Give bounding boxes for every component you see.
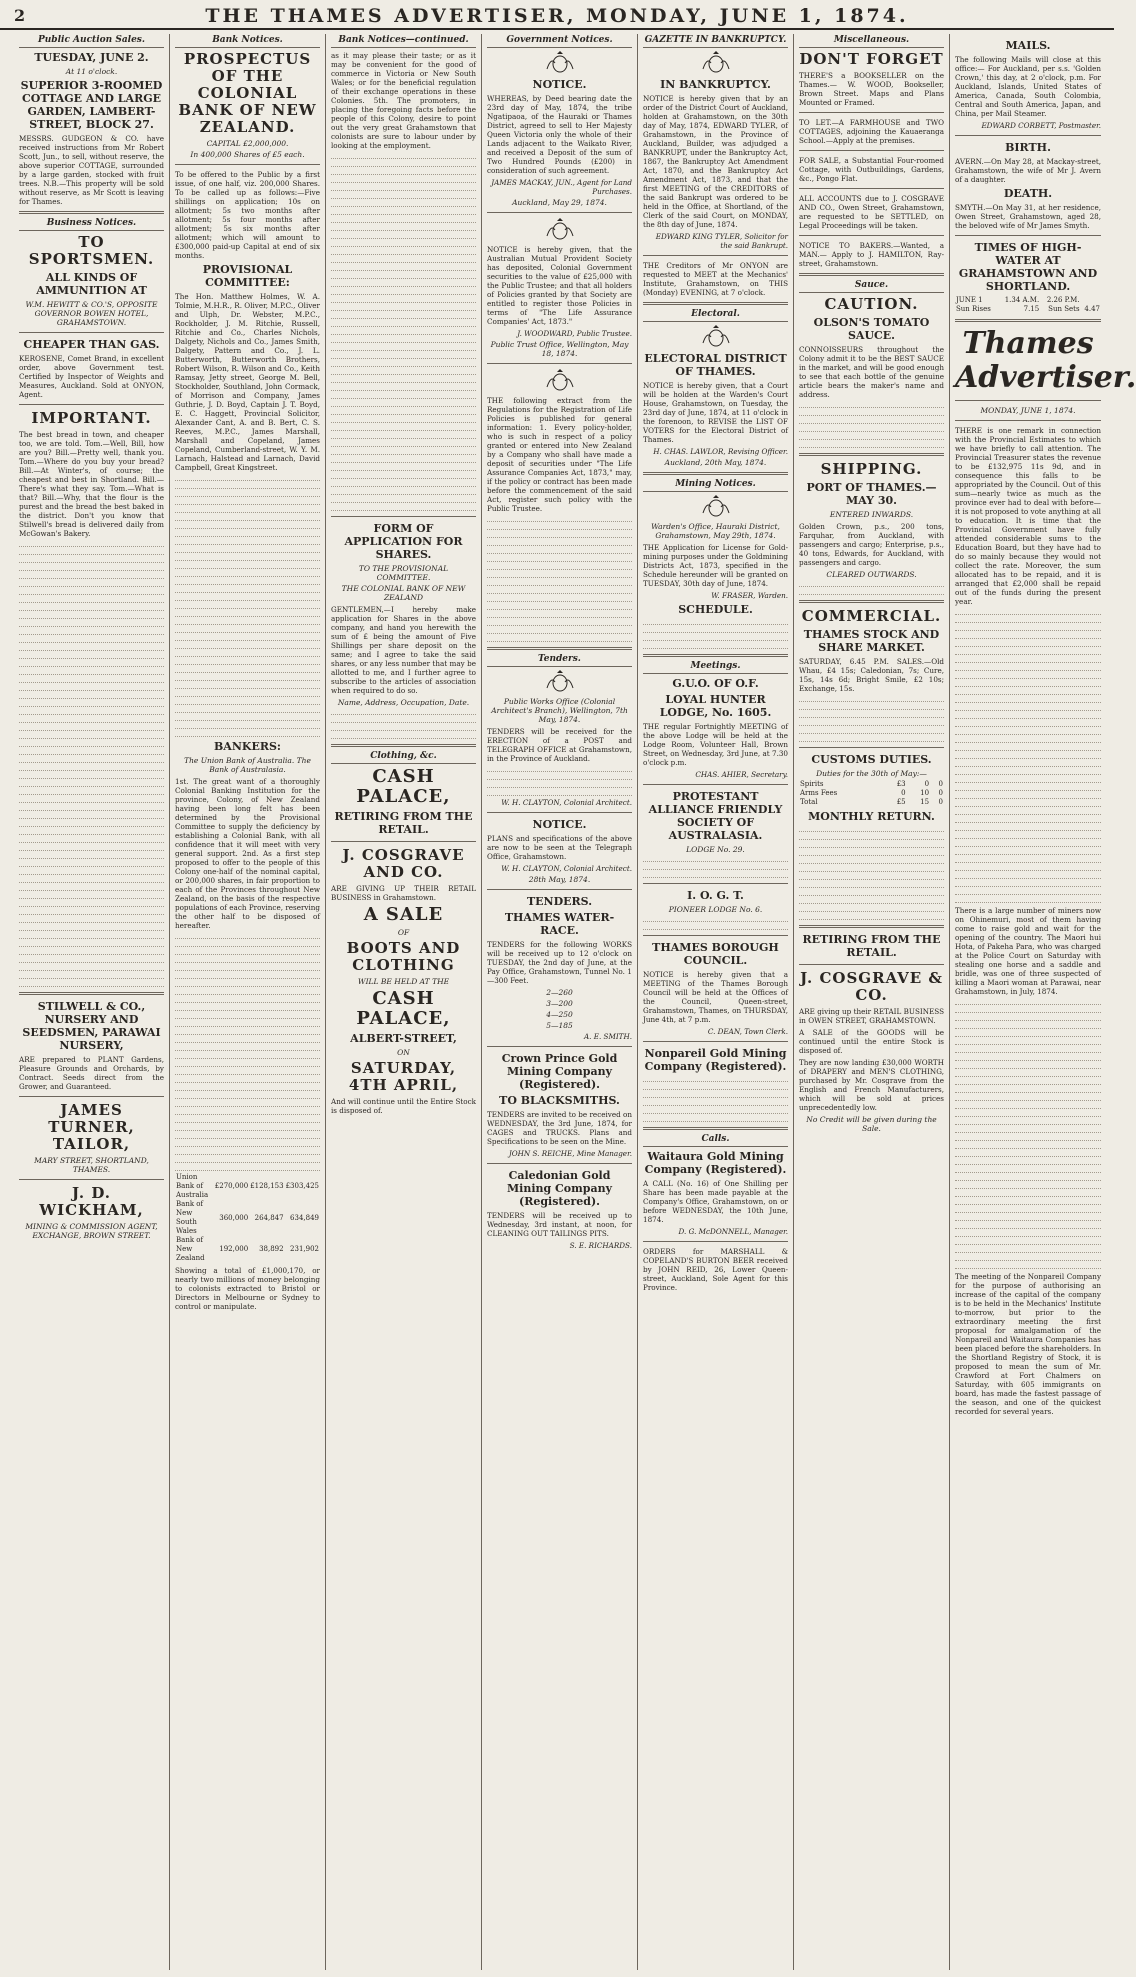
form-bank: THE COLONIAL BANK OF NEW ZEALAND	[341, 584, 466, 602]
divider	[19, 992, 164, 995]
divider	[643, 935, 788, 936]
customs-subtitle: Duties for the 30th of May:—	[816, 769, 927, 778]
notice-title: THAMES BOROUGH COUNCIL.	[652, 941, 779, 967]
ad-body: The best bread in town, and cheaper too, we are told. Tom.—Well, Bill, how are you? Bill.—Pretty well, thank you. Tom.—Where do you buy your bread? Bill.—At Winter's, of course; the cheapest and best in Shortland. Bill.—There's what they say. Tom.—What is that? Bill.—Why, that the flour is the purest and the bread the best baked in the district. Don't you know that Stilwell's bread is delivered daily from McGowan's Bakery.	[19, 430, 164, 538]
table-row: Arms Fees 0 10 0	[800, 789, 943, 797]
prospectus-title: PROSPECTUS OF THE COLONIAL BANK OF NEW ZEALAND.	[178, 50, 317, 136]
divider	[487, 212, 632, 213]
divider	[331, 744, 476, 747]
table-row: Spirits £3 0 0	[800, 780, 943, 788]
customs-table	[799, 780, 944, 807]
divider	[487, 647, 632, 650]
customs-title: CUSTOMS DUTIES.	[811, 753, 932, 766]
section-header: Bank Notices.	[175, 36, 320, 48]
notice-body: WHEREAS, by Deed bearing date the 23rd day of May, 1874, the tribe Ngatipaoa, of the Hauraki or Thames District, agreed to sell to Her Majesty Queen Victoria only the whole of their Lands adjacent to the Waikato River, and received a Deposit of the sum of Two Hundred Pounds (£200) in consideration of such agreement.	[487, 94, 632, 175]
ad-subtitle: WILL BE HELD AT THE	[357, 977, 450, 986]
divider	[487, 1163, 632, 1164]
market-title: THAMES STOCK AND SHARE MARKET.	[803, 628, 940, 654]
divider	[799, 964, 944, 965]
notice-subtitle: TO BLACKSMITHS.	[499, 1094, 620, 1107]
signature: JAMES MACKAY, JUN., Agent for Land Purchases.	[491, 178, 632, 196]
ad-body: ARE prepared to PLANT Gardens, Pleasure Grounds and Orchards, by Contract. Seeds direct from the Grower, and Guaranteed.	[19, 1055, 164, 1091]
divider	[799, 747, 944, 748]
notice-title: IN BANKRUPTCY.	[660, 78, 771, 91]
editorial-date: MONDAY, JUNE 1, 1874.	[980, 406, 1076, 415]
deposits-table	[175, 1173, 320, 1263]
ad-body: TO LET.—A FARMHOUSE and TWO COTTAGES, adjoining the Kauaeranga School.—Apply at the premises.	[799, 118, 944, 145]
notice-date: Auckland, May 29, 1874.	[512, 198, 607, 207]
ad-body: FOR SALE, a Substantial Four-roomed Cottage, with Outbuildings, Gardens, &c., Pongo Flat.	[799, 156, 944, 183]
form-fields: Name, Address, Occupation, Date.	[337, 698, 470, 707]
ad-of: OF	[397, 928, 410, 937]
signature: S. E. RICHARDS.	[569, 1241, 632, 1250]
divider	[643, 1041, 788, 1042]
ad-title: J. COSGRAVE & CO.	[800, 969, 943, 1004]
section-header: Tenders.	[487, 655, 632, 667]
signature: C. DEAN, Town Clerk.	[707, 1027, 788, 1036]
ad-address: W.M. HEWITT & CO.'S, OPPOSITE GOVERNOR BOWEN HOTEL, GRAHAMSTOWN.	[25, 300, 158, 327]
section-header: Government Notices.	[487, 36, 632, 48]
table-row: Bank of New Zealand 192,000 38,892 231,902	[176, 1236, 319, 1262]
signature: D. G. McDONNELL, Manager.	[678, 1227, 788, 1236]
page-number: 2	[14, 6, 26, 25]
newspaper-title: THE THAMES ADVERTISER, MONDAY, JUNE 1, 1874.	[205, 5, 909, 27]
divider	[19, 332, 164, 333]
market-body: SATURDAY, 6.45 P.M. SALES.—Old Whau, £4 15s; Caledonian, 7s; Cure, 15s, 14s 6d; Bright Smile, £2 10s; Exchange, 15s.	[799, 657, 944, 693]
notice-body: NOTICE is hereby given that a MEETING of the Thames Borough Council will be held at the Offices of the Council, Queen-street, Grahamstown, Thames, on THURSDAY, June 4th, at 7 p.m.	[643, 970, 788, 1024]
editorial-body: The meeting of the Nonpareil Company for the purpose of authorising an increase of the capital of the company is to be held in the Mechanics' Institute to-morrow, but prior to the extraordinary meeting the first proposal for amalgamation of the Nonpareil and Waitaura Companies has been placed before the shareholders. In the Shortland Registry of Stock, it is proposed to mean the sum of Mr. Crawford at Fort Chalmers on Saturday, with 605 immigrants on board, has made the fastest passage of the season, and one of the quickest recorded for several years.	[955, 1272, 1101, 1416]
schedule-title: SCHEDULE.	[678, 603, 753, 616]
royal-crest-icon	[643, 495, 788, 519]
signature: W. H. CLAYTON, Colonial Architect.	[501, 864, 632, 873]
prospectus-footer: Showing a total of £1,000,170, or nearly two millions of money belonging to colonists extracted to Bristol or Directors in Melbourne or Sydney to control or manipulate.	[175, 1266, 320, 1311]
death-title: DEATH.	[1003, 187, 1053, 200]
mails-title: MAILS.	[1005, 39, 1051, 52]
ad-subtitle: ALL KINDS OF AMMUNITION AT	[36, 271, 147, 297]
divider	[487, 889, 632, 890]
section-title: COMMERCIAL.	[801, 607, 942, 625]
notice-body: THE Creditors of Mr ONYON are requested to MEET at the Mechanics' Institute, Grahamstown, on THIS (Monday) EVENING, at 7 o'clock.	[643, 261, 788, 297]
divider	[643, 1241, 788, 1242]
ad-body: A SALE of the GOODS will be continued until the entire Stock is disposed of.	[799, 1028, 944, 1055]
lodge-title: G.U.O. OF O.F.	[672, 677, 759, 690]
ship-port: PORT OF THAMES.—MAY 30.	[806, 481, 937, 507]
section-header: Business Notices.	[19, 219, 164, 231]
editorial-banner: Thames Advertiser.	[955, 326, 1136, 395]
notice-date: 28th May, 1874.	[528, 875, 591, 884]
lodge-title: LOYAL HUNTER LODGE, No. 1605.	[659, 693, 772, 719]
tunnel-item: 5—185	[546, 1021, 573, 1030]
death-body: SMYTH.—On May 31, at her residence, Owen Street, Grahamstown, aged 28, the beloved wife of Mr James Smyth.	[955, 203, 1101, 230]
divider	[799, 273, 944, 276]
auction-body: MESSRS. GUDGEON & CO. have received instructions from Mr Robert Scott, Jun., to sell, without reserve, the above superior COTTAGE, surrounded by a large garden, stocked with fruit trees. N.B.—This property will be sold without reserve, as Mr Scott is leaving for Thames.	[19, 134, 164, 206]
shares: In 400,000 Shares of £5 each.	[190, 150, 305, 159]
prospectus-body: To be offered to the Public by a first issue, of one half, viz. 200,000 Shares. To be called up as follows:—Five shillings on application; 10s on allotment; 5s two months after allotment; 5s four months after allotment; 5s six months after allotment; which will amount to £300,000 paid-up Capital at end of six months.	[175, 170, 320, 260]
notice-date: Public Trust Office, Wellington, May 18, 1874.	[490, 340, 629, 358]
ad-body: And will continue until the Entire Stock is disposed of.	[331, 1097, 476, 1115]
divider	[643, 784, 788, 785]
table-row: Union Bank of Australia £270,000 £128,153 £303,425	[176, 1173, 319, 1199]
ad-title: DON'T FORGET	[799, 50, 944, 68]
royal-crest-icon	[487, 218, 632, 242]
notice-title: Waitaura Gold Mining Company (Registered).	[644, 1150, 787, 1176]
tunnel-item: 2—260	[546, 988, 573, 997]
tides-table	[955, 296, 1101, 314]
ad-subtitle: RETIRING FROM THE RETAIL.	[334, 810, 473, 836]
ad-title: CAUTION.	[824, 295, 919, 313]
column-2	[170, 34, 326, 1970]
birth-body: AVERN.—On May 28, at Mackay-street, Grahamstown, the wife of Mr J. Avern of a daughter.	[955, 157, 1101, 184]
column-7	[950, 34, 1136, 1970]
birth-title: BIRTH.	[1005, 141, 1051, 154]
ad-subtitle: OLSON'S TOMATO SAUCE.	[813, 316, 930, 342]
ad-footer: No Credit will be given during the Sale.	[806, 1115, 937, 1133]
divider	[799, 235, 944, 236]
divider	[955, 420, 1101, 421]
ad-title: CHEAPER THAN GAS.	[23, 338, 160, 351]
ship-subhead: ENTERED INWARDS.	[829, 510, 914, 519]
notice-body: PLANS and specifications of the above are now to be seen at the Telegraph Office, Grahamstown.	[487, 834, 632, 861]
signature: A. E. SMITH.	[583, 1032, 632, 1041]
table-row: Bank of New South Wales 360,000 264,847 634,849	[176, 1200, 319, 1235]
form-header: FORM OF APPLICATION FOR SHARES.	[344, 522, 463, 561]
divider	[487, 812, 632, 813]
bankers-list: The Union Bank of Australia. The Bank of Australasia.	[184, 756, 311, 774]
royal-crest-icon	[487, 51, 632, 75]
tender-body: TENDERS are invited to be received on WEDNESDAY, the 3rd June, 1874, for CAGES and TRUCKS. Plans and Specifications to be seen on the Mine.	[487, 1110, 632, 1146]
bankers-header: BANKERS:	[214, 740, 281, 753]
royal-crest-icon	[487, 670, 632, 694]
ad-address: ALBERT-STREET,	[350, 1032, 457, 1045]
notice-date: Auckland, 20th May, 1874.	[664, 458, 767, 467]
signature: W. H. CLAYTON, Colonial Architect.	[501, 798, 632, 807]
signature: J. WOODWARD, Public Trustee.	[517, 329, 632, 338]
divider	[643, 255, 788, 256]
notice-body: ORDERS for MARSHALL & COPELAND'S BURTON BEER received by JOHN REID, 26, Lower Queen-street, Auckland, Sole Agent for this Province.	[643, 1247, 788, 1292]
auction-title: SUPERIOR 3-ROOMED COTTAGE AND LARGE GARDEN, LAMBERT-STREET, BLOCK 27.	[20, 79, 163, 131]
notice-origin: Warden's Office, Hauraki District, Grahamstown, May 29th, 1874.	[651, 522, 780, 540]
divider	[955, 235, 1101, 236]
notice-title: NOTICE.	[532, 818, 587, 831]
signature: W. FRASER, Warden.	[711, 591, 788, 600]
section-header: Calls.	[643, 1135, 788, 1147]
tunnel-item: 3—200	[546, 999, 573, 1008]
section-header: Public Auction Sales.	[19, 36, 164, 48]
tunnel-item: 4—250	[546, 1010, 573, 1019]
ad-title: A SALE	[363, 904, 444, 925]
bank-body: as it may please their taste; or as it may be convenient for the good of commerce in Victoria or New South Wales; or for the beneficial regulation of their exchange operations in these Colonies. 5th. The promoters, in placing the foregoing facts before the people of this Colony, desire to point out the very great Grahamstown that colonists are sure to labour under by looking at the employment.	[331, 51, 476, 150]
ad-body: KEROSENE, Comet Brand, in excellent order, above Government test. Certified by Inspector of Weights and Measures, Auckland. Sold at ONYON, Agent.	[19, 354, 164, 399]
ad-address: MARY STREET, SHORTLAND, THAMES.	[34, 1156, 149, 1174]
ad-body: ARE giving up their RETAIL BUSINESS in OWEN STREET, GRAHAMSTOWN.	[799, 1007, 944, 1025]
ad-title: CASH PALACE,	[356, 988, 451, 1029]
notice-subtitle: THAMES WATER-RACE.	[504, 911, 615, 937]
ad-on: ON	[397, 1048, 410, 1057]
ad-date: SATURDAY, 4TH APRIL,	[348, 1059, 459, 1094]
column-1	[14, 34, 170, 1970]
divider	[643, 654, 788, 657]
divider	[799, 600, 944, 603]
lodge-number: LODGE No. 29.	[686, 845, 745, 854]
section-header: Electoral.	[643, 310, 788, 322]
lodge-title: PROTESTANT ALLIANCE FRIENDLY SOCIETY OF AUSTRALASIA.	[648, 790, 783, 842]
ad-title: J. COSGRAVE AND CO.	[342, 846, 465, 881]
section-header: Bank Notices—continued.	[331, 36, 476, 48]
notice-body: NOTICE is hereby given that by an order of the District Court of Auckland, holden at Grahamstown, on the 30th day of May, 1874, EDWARD TYLER, of Grahamstown, in the Province of Auckland, Builder, was adjudged a BANKRUPT, under the Bankruptcy Act, 1867, the Bankruptcy Act Amendment Act, 1870, and the Bankruptcy Act Amendment Act, 1873, and that the first MEETING of the CREDITORS of the said Bankrupt was ordered to be held in the Office, at Shortland, of the Clerk of the said Court, on MONDAY, the 8th day of June, 1874.	[643, 94, 788, 229]
section-header: Miscellaneous.	[799, 36, 944, 48]
committee-header: PROVISIONAL COMMITTEE:	[202, 263, 293, 289]
divider	[643, 472, 788, 475]
ad-body: ARE GIVING UP THEIR RETAIL BUSINESS in Grahamstown.	[331, 884, 476, 902]
ad-address: MINING & COMMISSION AGENT, EXCHANGE, BROWN STREET.	[25, 1222, 158, 1240]
section-header: Sauce.	[799, 281, 944, 293]
signature: EDWARD CORBETT, Postmaster.	[981, 121, 1101, 130]
divider	[799, 453, 944, 456]
divider	[799, 150, 944, 151]
ad-title: RETIRING FROM THE RETAIL.	[802, 933, 941, 959]
signature: H. CHAS. LAWLOR, Revising Officer.	[653, 447, 788, 456]
divider	[955, 400, 1101, 401]
signature: CHAS. AHIER, Secretary.	[695, 770, 788, 779]
lodge-title: I. O. G. T.	[687, 889, 744, 902]
notice-title: NOTICE.	[532, 78, 587, 91]
auction-time: At 11 o'clock.	[65, 67, 118, 76]
table-row: Sun Rises 7.15 Sun Sets 4.47	[956, 305, 1100, 313]
tender-body: TENDERS will be received for the ERECTION of a POST and TELEGRAPH OFFICE at Grahamstown, in the Province of Auckland.	[487, 727, 632, 763]
signature: EDWARD KING TYLER, Solicitor for the said Bankrupt.	[655, 232, 788, 250]
lodge-body: THE regular Fortnightly MEETING of the above Lodge will be held at the Lodge Room, Volunteer Hall, Brown Street, on Wednesday, 3rd June, at 7.30 o'clock p.m.	[643, 722, 788, 767]
divider	[955, 319, 1101, 322]
table-row: Total £5 15 0	[800, 798, 943, 806]
section-header: Mining Notices.	[643, 480, 788, 492]
tender-body: TENDERS for the following WORKS will be received up to 12 o'clock on TUESDAY, the 2nd day of June, at the Pay Office, Grahamstown, Tunnel No. 1—300 Feet.	[487, 940, 632, 985]
table-row: JUNE 1 1.34 A.M. 2.26 P.M.	[956, 296, 1080, 304]
notice-title: TENDERS.	[526, 895, 593, 908]
ad-title: STILWELL & CO., NURSERY AND SEEDSMEN, PARAWAI NURSERY,	[22, 1000, 161, 1052]
notice-body: THE following extract from the Regulations for the Registration of Life Policies is published for general information: 1. Every policy-holder, who is such in respect of a policy granted or entered into New Zealand by a Company who shall have made a deposit of securities under "The Life Assurance Companies Act, 1873," may, if the policy or contract has been made before the commencement of the said Act, register such policy with the Public Trustee.	[487, 396, 632, 513]
column-6	[794, 34, 950, 1970]
section-header: Meetings.	[643, 662, 788, 674]
ad-title: CASH PALACE,	[356, 766, 451, 807]
divider	[643, 883, 788, 884]
customs-title: MONTHLY RETURN.	[808, 810, 935, 823]
notice-title: Caledonian Gold Mining Company (Registered).	[507, 1169, 612, 1208]
divider	[19, 211, 164, 214]
divider	[799, 112, 944, 113]
divider	[799, 925, 944, 928]
ship-subhead: CLEARED OUTWARDS.	[826, 570, 917, 579]
notice-origin: Public Works Office (Colonial Architect's Branch), Wellington, 7th May, 1874.	[491, 697, 628, 724]
ad-body: ALL ACCOUNTS due to J. COSGRAVE AND CO., Owen Street, Grahamstown, are requested to be SETTLED, on Legal Proceedings will be taken.	[799, 194, 944, 230]
ad-body: CONNOISSEURS throughout the Colony admit it to be the BEST SAUCE in the market, and will be good enough to see that each bottle of the genuine article bears the maker's name and address.	[799, 345, 944, 399]
tides-title: TIMES OF HIGH-WATER AT GRAHAMSTOWN AND SHORTLAND.	[958, 241, 1098, 293]
ad-title: JAMES TURNER, TAILOR,	[48, 1101, 135, 1153]
ad-body: NOTICE TO BAKERS.—Wanted, a MAN.— Apply to J. HAMILTON, Ray-street, Grahamstown.	[799, 241, 944, 268]
divider	[799, 188, 944, 189]
ad-title: BOOTS AND CLOTHING	[346, 939, 461, 974]
column-4	[482, 34, 638, 1970]
section-title: SHIPPING.	[820, 460, 923, 478]
notice-title: Crown Prince Gold Mining Company (Registered).	[501, 1052, 618, 1091]
ad-title: TO SPORTSMEN.	[28, 233, 155, 268]
notice-title: Nonpareil Gold Mining Company (Registered).	[644, 1047, 787, 1073]
royal-crest-icon	[643, 51, 788, 75]
lodge-number: PIONEER LODGE No. 6.	[668, 905, 763, 914]
ad-body: THERE'S a BOOKSELLER on the Thames.— W. WOOD, Bookseller, Brown Street. Maps and Plans Mounted or Framed.	[799, 71, 944, 107]
auction-date: TUESDAY, JUNE 2.	[34, 51, 149, 64]
capital: CAPITAL £2,000,000.	[206, 139, 289, 148]
ad-body: They are now landing £30,000 WORTH of DRAPERY and MEN'S CLOTHING, purchased by Mr. Cosgrave from the English and French Manufacturers, which will be sold at prices unprecedentedly low.	[799, 1058, 944, 1112]
divider	[19, 404, 164, 405]
divider	[955, 135, 1101, 136]
notice-body: THE Application for License for Gold-mining purposes under the Goldmining Districts Act, 1873, specified in the Schedule hereunder will be granted on TUESDAY, 30th day of June, 1874.	[643, 543, 788, 588]
prospectus-body-2: 1st. The great want of a thoroughly Colonial Banking Institution for the province, Colony, of New Zealand having been long felt has been determined by the Provisional Committee to supply the deficiency by establishing a Colonial Bank, with all confidence that it will meet with very general support. 2nd. As a first step proposed to offer to the people of this Colony one-half of the nominal capital, or 200,000 shares, in fair proportion to each of the Provinces throughout New Zealand, on the basis of the respective populations of each Province, reserving the other half to be disposed of hereafter.	[175, 777, 320, 930]
masthead	[0, 0, 1114, 30]
column-5	[638, 34, 794, 1970]
notice-body: NOTICE is hereby given, that a Court will be holden at the Warden's Court House, Grahamstown, on Tuesday, the 23rd day of June, 1874, at 11 o'clock in the forenoon, to REVISE the LIST OF VOTERS for the Electoral District of Thames.	[643, 381, 788, 444]
divider	[331, 516, 476, 517]
royal-crest-icon	[643, 325, 788, 349]
committee-list: The Hon. Matthew Holmes, W. A. Tolmie, M.H.R., R. Oliver, M.P.C., Oliver and Ulph, Dr. Webster, M.P.C., Rockholder, J. M. Ritchie, Russell, Ritchie and Co., Charles Nichols, Dalgety, Nichols and Co., James Smith, Dalgety, Pattern and Co., J. L. Butterworth, Butterworth Brothers, Robert Wilson, R. Wilson and Co., Keith Ramsay, Jetty street, George M. Bell, Stockholder, Southland, John Cormack, of Morrison and Company, James Guthrie, J. D. Boyd, Captain J. T. Boyd, E. C. Haggett, Provincial Solicitor, Alexander Cant, A. and B. Bert, C. S. Reeves, M.P.C., James Marshall, Marshall and Copeland, James Copeland, Cumberland-street, W. Y. M. Larnach, Halstead and Larnach, David Campbell, Great Kingstreet.	[175, 292, 320, 472]
signature: JOHN S. REICHE, Mine Manager.	[508, 1149, 632, 1158]
divider	[175, 164, 320, 165]
editorial-body: THERE is one remark in connection with the Provincial Estimates to which we have briefly to call attention. The Provincial Treasurer states the revenue to be £132,975 11s 9d, and in consequence this falls to be appropriated by the Council. Out of this sum—nearly twice as much as the province ever had to deal with before—it is not proposed to vote anything at all to education. It is time that the Provincial Government have fully attended considerable sums to the Education Board, but they have had to do so mainly because they would not collect the rate. Moreover, the sum allocated has to be repaid, and it is arranged that £2,000 shall be repaid out of the funds during the present year.	[955, 426, 1101, 606]
form-to: TO THE PROVISIONAL COMMITTEE.	[358, 564, 449, 582]
mails-body: The following Mails will close at this office:— For Auckland, per s.s. 'Golden Crown,' this day, at 2 o'clock, p.m. For Auckland, Islands, United States of America, Canada, South Colombia, Central and South America, Japan, and China, per Mail Steamer.	[955, 55, 1101, 118]
tender-body: TENDERS will be received up to Wednesday, 3rd instant, at noon, for CLEANING OUT TAILINGS PITS.	[487, 1211, 632, 1238]
divider	[487, 363, 632, 364]
ad-title: J. D. WICKHAM,	[39, 1184, 144, 1219]
ad-title: IMPORTANT.	[31, 409, 152, 427]
divider	[487, 1046, 632, 1047]
divider	[643, 1127, 788, 1130]
notice-title: ELECTORAL DISTRICT OF THAMES.	[644, 352, 787, 378]
column-3	[326, 34, 482, 1970]
editorial-body: There is a large number of miners now on Ohinemuri, most of them having come to raise gold and wait for the opening of the country. The Maori hui Hota, of Pakeha Para, who was charged at the Police Court on Saturday with stealing one horse and a saddle and bridle, was one of three suspected of killing a Maori woman at Parawai, near Grahamstown, in July, 1874.	[955, 906, 1101, 996]
divider	[19, 1179, 164, 1180]
divider	[19, 1096, 164, 1097]
divider	[643, 302, 788, 305]
columns	[14, 34, 1136, 1970]
section-header: Clothing, &c.	[331, 752, 476, 764]
divider	[331, 841, 476, 842]
section-header: GAZETTE IN BANKRUPTCY.	[643, 36, 788, 48]
royal-crest-icon	[487, 369, 632, 393]
ship-body: Golden Crown, p.s., 200 tons, Farquhar, from Auckland, with passengers and cargo; Enterprise, p.s., 40 tons, Edwards, for Auckland, with passengers and cargo.	[799, 522, 944, 567]
notice-body: NOTICE is hereby given, that the Australian Mutual Provident Society has deposited, Colonial Government securities to the value of £25,000 with the Public Trustee; and that all holders of Policies granted by that Society are entitled to register those Policies in terms of "The Life Assurance Companies' Act, 1873."	[487, 245, 632, 326]
form-body: GENTLEMEN,—I hereby make application for Shares in the above company, and hand you herewith the sum of £ being the amount of Five Shillings per share deposit on the same; and I agree to take the said shares, or any less number that may be allotted to me, and I further agree to subscribe to the articles of association when required to do so.	[331, 605, 476, 695]
notice-body: A CALL (No. 16) of One Shilling per Share has been made payable at the Company's Office, Grahamstown, on or before WEDNESDAY, the 10th June, 1874.	[643, 1179, 788, 1224]
